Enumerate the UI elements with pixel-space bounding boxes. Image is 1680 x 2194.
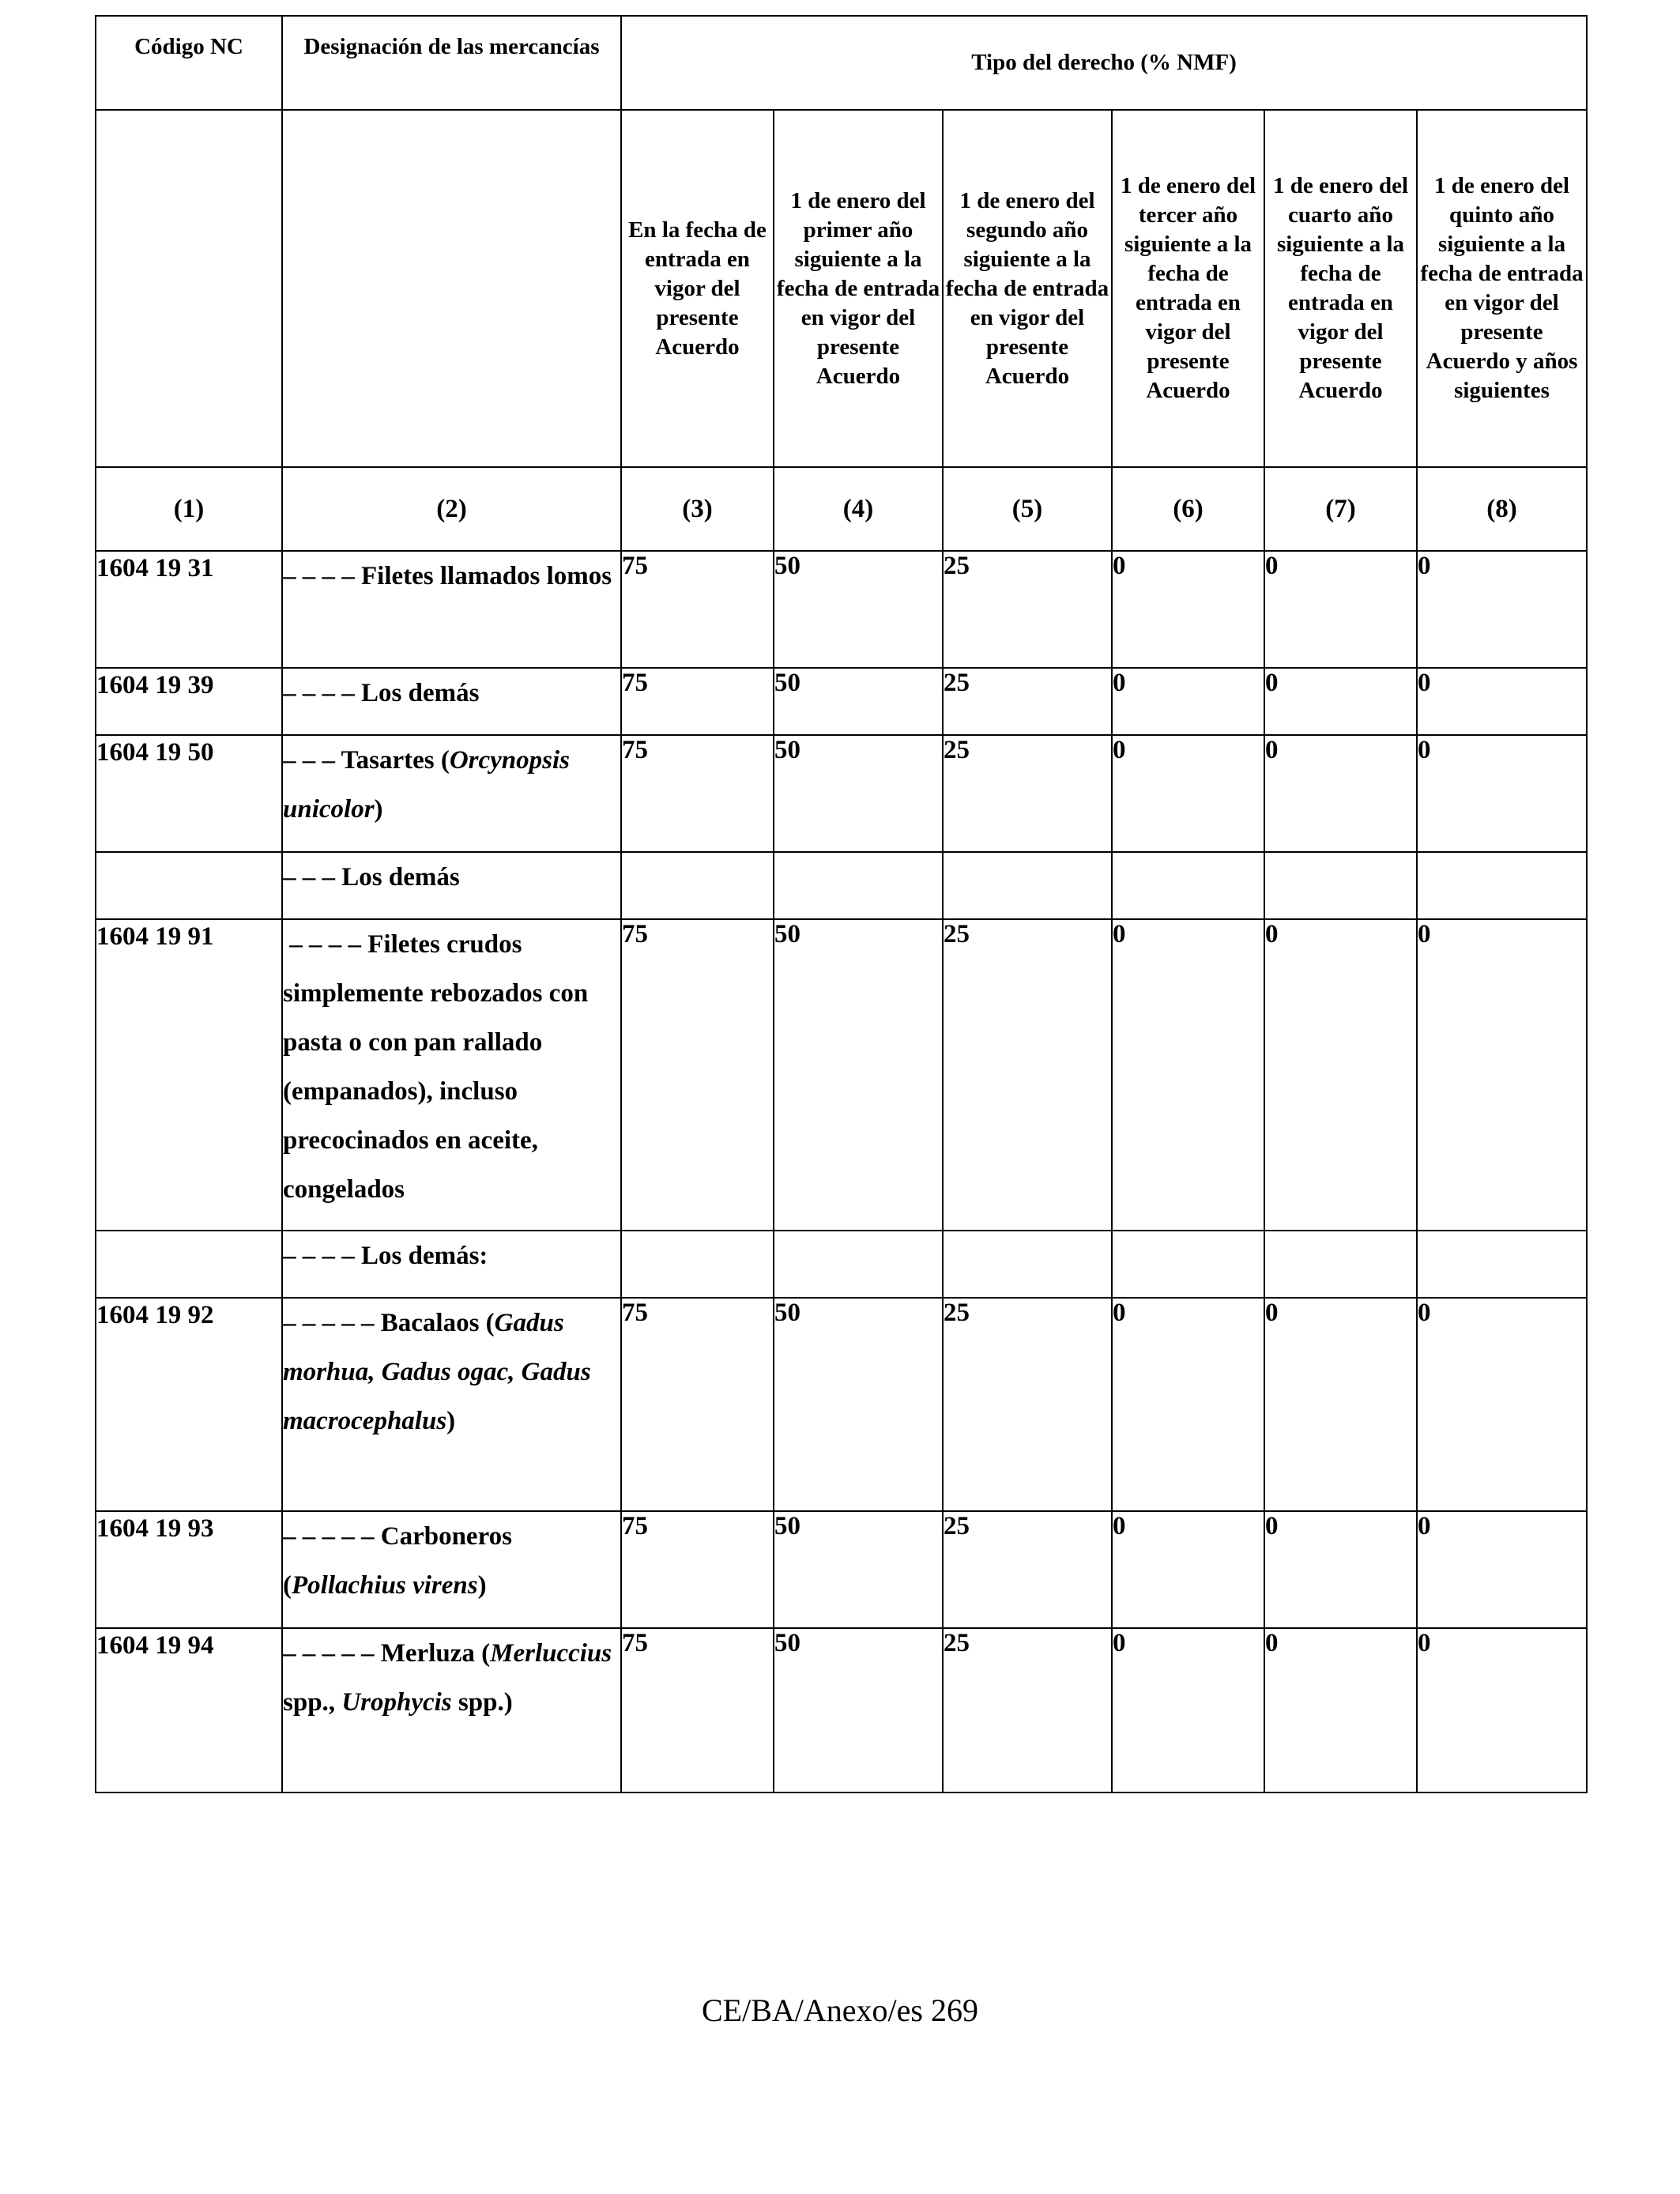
duty-rate-8: 0 [1417,735,1587,852]
column-number: (2) [282,467,621,551]
table-row [96,551,1587,668]
table-row [96,852,1587,919]
cn-code: 1604 19 50 [96,735,282,852]
column-number: (8) [1417,467,1587,551]
duty-rate-4: 50 [774,551,943,668]
cn-code: 1604 19 94 [96,1628,282,1793]
header-duty-group: Tipo del derecho (% NMF) [621,16,1587,110]
table-row [96,1231,1587,1298]
duty-rate-7: 0 [1264,668,1417,735]
column-number: (3) [621,467,774,551]
duty-rate-5: 25 [943,919,1112,1231]
duty-rate-3: 75 [621,735,774,852]
duty-rate-8 [1417,852,1587,919]
duty-rate-3 [621,1231,774,1298]
header-stage-4: 1 de enero del primer año siguiente a la fecha de entrada en vigor del presente Acuerdo [774,110,943,467]
duty-rate-8: 0 [1417,668,1587,735]
duty-rate-7: 0 [1264,919,1417,1231]
table-body [96,551,1587,1793]
duty-rate-4 [774,852,943,919]
header-stage-5: 1 de enero del segundo año siguiente a la fecha de entrada en vigor del presente Acuerdo [943,110,1112,467]
cn-code [96,852,282,919]
duty-rate-4: 50 [774,735,943,852]
header-stage-3: En la fecha de entrada en vigor del presente Acuerdo [621,110,774,467]
duty-rate-6 [1112,1231,1264,1298]
duty-rate-8: 0 [1417,1511,1587,1628]
description-text: – – – Tasartes ( [283,746,450,775]
duty-rate-6: 0 [1112,1628,1264,1793]
duty-rate-8: 0 [1417,1628,1587,1793]
header-stage-8: 1 de enero del quinto año siguiente a la fecha de entrada en vigor del presente Acuerdo y años siguientes [1417,110,1587,467]
duty-rate-8: 0 [1417,551,1587,668]
description-text: – – – – Filetes crudos simplemente rebozados con pasta o con pan rallado (empanados), incluso precocinados en aceite, congelados [283,930,595,1204]
duty-rate-4: 50 [774,668,943,735]
duty-rate-3 [621,852,774,919]
goods-description [282,852,621,919]
duty-rate-4: 50 [774,1298,943,1511]
duty-rate-4: 50 [774,1628,943,1793]
header-description: Designación de las mercancías [282,16,621,110]
cn-code: 1604 19 92 [96,1298,282,1511]
duty-rate-8: 0 [1417,919,1587,1231]
header-stage-6: 1 de enero del tercer año siguiente a la fecha de entrada en vigor del presente Acuerdo [1112,110,1264,467]
page-footer: CE/BA/Anexo/es 269 [702,1992,978,2028]
table-row [96,735,1587,852]
duty-rate-7: 0 [1264,1511,1417,1628]
description-text: spp.) [451,1688,513,1717]
goods-description [282,668,621,735]
header-code: Código NC [96,16,282,110]
goods-description [282,1298,621,1511]
duty-rate-7: 0 [1264,551,1417,668]
species-name: Merluccius [490,1639,612,1668]
duty-rate-3: 75 [621,1298,774,1511]
description-text: ) [477,1571,487,1600]
column-number: (1) [96,467,282,551]
duty-rate-5: 25 [943,735,1112,852]
description-text: spp., [283,1639,619,1717]
header-row-numbers [96,467,1587,551]
duty-rate-3: 75 [621,1511,774,1628]
duty-rate-4: 50 [774,919,943,1231]
duty-rate-6: 0 [1112,1511,1264,1628]
goods-description [282,551,621,668]
species-name: Urophycis [341,1688,452,1717]
duty-rate-5 [943,1231,1112,1298]
tariff-table [95,15,1588,1793]
cn-code: 1604 19 93 [96,1511,282,1628]
duty-rate-8: 0 [1417,1298,1587,1511]
duty-rate-6: 0 [1112,551,1264,668]
duty-rate-6 [1112,852,1264,919]
cn-code [96,1231,282,1298]
duty-rate-3: 75 [621,668,774,735]
species-name: Gadus morhua, Gadus ogac, Gadus macrocephalus [283,1309,591,1435]
goods-description [282,1511,621,1628]
duty-rate-5 [943,852,1112,919]
table-row [96,1628,1587,1793]
header-empty-cell [282,110,621,467]
table-row [96,919,1587,1231]
duty-rate-5: 25 [943,1298,1112,1511]
duty-rate-4: 50 [774,1511,943,1628]
duty-rate-5: 25 [943,551,1112,668]
description-text: – – – – Los demás [283,679,480,707]
cn-code: 1604 19 91 [96,919,282,1231]
table-row [96,1511,1587,1628]
description-text: – – – – Filetes llamados lomos [283,562,612,590]
duty-rate-7 [1264,1231,1417,1298]
duty-rate-3: 75 [621,1628,774,1793]
duty-rate-6: 0 [1112,735,1264,852]
duty-rate-7: 0 [1264,1298,1417,1511]
cn-code: 1604 19 39 [96,668,282,735]
header-row-group [96,16,1587,110]
goods-description [282,1628,621,1793]
duty-rate-6: 0 [1112,668,1264,735]
table-row [96,1298,1587,1511]
description-text: – – – Los demás [283,863,460,892]
duty-rate-8 [1417,1231,1587,1298]
duty-rate-6: 0 [1112,1298,1264,1511]
duty-rate-3: 75 [621,551,774,668]
species-name: Pollachius virens [292,1571,478,1600]
duty-rate-5: 25 [943,1511,1112,1628]
description-text: – – – – – Bacalaos ( [283,1309,495,1337]
table-row [96,668,1587,735]
duty-rate-5: 25 [943,1628,1112,1793]
column-number: (4) [774,467,943,551]
description-text: ) [446,1407,456,1435]
description-text: – – – – – Merluza ( [283,1639,491,1668]
column-number: (6) [1112,467,1264,551]
description-text: – – – – – Carboneros ( [283,1522,519,1600]
goods-description [282,919,621,1231]
duty-rate-6: 0 [1112,919,1264,1231]
column-number: (7) [1264,467,1417,551]
header-empty-cell [96,110,282,467]
cn-code: 1604 19 31 [96,551,282,668]
duty-rate-5: 25 [943,668,1112,735]
duty-rate-7: 0 [1264,1628,1417,1793]
goods-description [282,1231,621,1298]
header-stage-7: 1 de enero del cuarto año siguiente a la fecha de entrada en vigor del presente Acuerdo [1264,110,1417,467]
duty-rate-3: 75 [621,919,774,1231]
column-number: (5) [943,467,1112,551]
duty-rate-7 [1264,852,1417,919]
duty-rate-7: 0 [1264,735,1417,852]
description-text: – – – – Los demás: [283,1242,488,1270]
species-name: Orcynopsis unicolor [283,746,571,824]
duty-rate-4 [774,1231,943,1298]
header-row-stages [96,110,1587,467]
goods-description [282,735,621,852]
description-text: ) [374,795,383,824]
